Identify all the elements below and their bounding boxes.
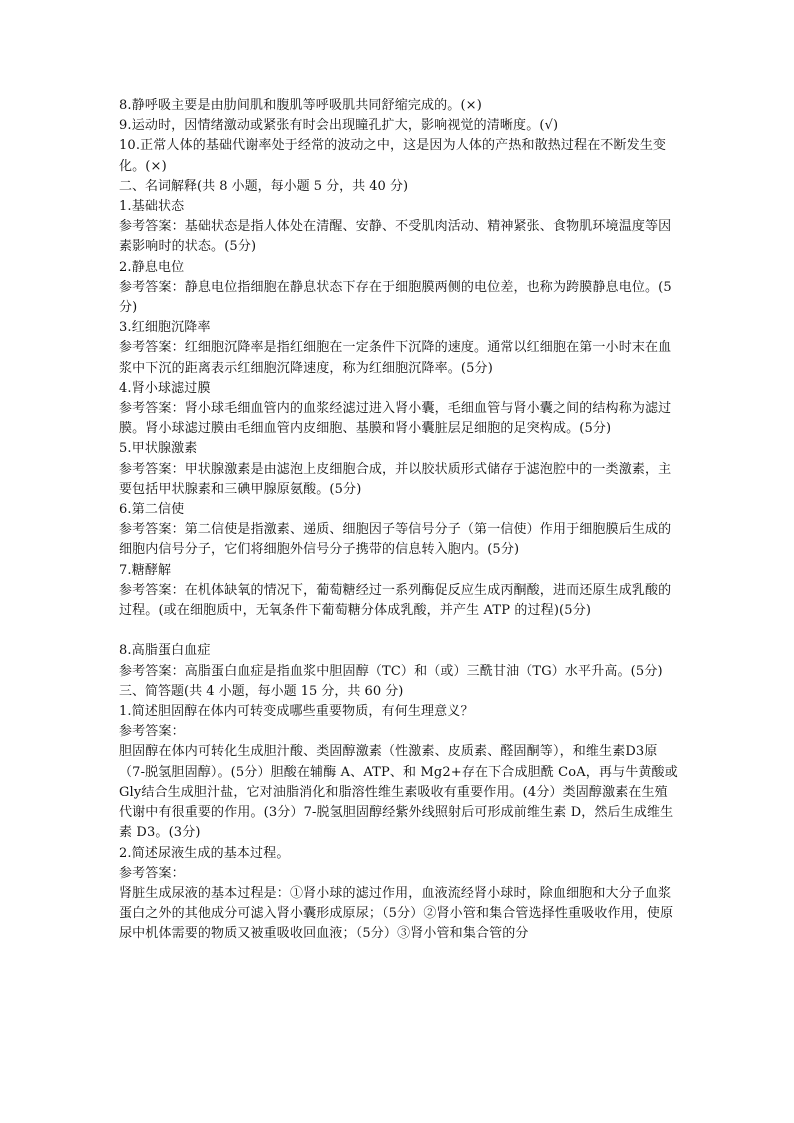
answer-body-1: 胆固醇在体内可转化生成胆汁酸、类固醇激素（性激素、皮质素、醛固酮等），和维生素D3原（7-脱氢胆固醇）。(5分）胆酸在辅酶 A、ATP、和 Mg2+存在下合成胆酰 CoA，再与牛黄酸或Gly结合生成胆汁盐，它对油脂消化和脂溶性维生素吸收有重要作用。(4分）类固醇激素在生殖代谢中有很重要的作用。(3分）7-脱氢胆固醇经紫外线照射后可形成前维生素 D，然后生成维生素 D3。(3分) xyxy=(119,744,678,841)
paragraph-gap xyxy=(119,621,679,641)
term-title: 7.糖酵解 xyxy=(119,562,172,578)
term-answer: 参考答案：红细胞沉降率是指红细胞在一定条件下沉降的速度。通常以红细胞在第一小时末在血浆中下沉的距离表示红细胞沉降速度，称为红细胞沉降率。(5分) xyxy=(119,340,672,376)
section-3-title: 三、简答题(共 4 小题，每小题 15 分，共 60 分) xyxy=(119,683,404,699)
term-answer: 参考答案：第二信使是指激素、递质、细胞因子等信号分子（第一信使）作用于细胞膜后生成的细胞内信号分子，它们将细胞外信号分子携带的信息转入胞内。(5分) xyxy=(119,522,672,558)
term-answer: 参考答案：静息电位指细胞在静息状态下存在于细胞膜两侧的电位差，也称为跨膜静息电位。(5分) xyxy=(119,279,672,316)
question-1: 1.简述胆固醇在体内可转变成哪些重要物质，有何生理意义？ xyxy=(119,704,474,720)
judgment-item-8: 8.静呼吸主要是由肋间肌和腹肌等呼吸肌共同舒缩完成的。(×) xyxy=(119,98,482,113)
answer-body-2: 肾脏生成尿液的基本过程是：①肾小球的滤过作用，血液流经肾小球时，除血细胞和大分子血浆蛋白之外的其他成分可滤入肾小囊形成原尿；（5分）②肾小管和集合管选择性重吸收作用，使原尿中机体需要的物质又被重吸收回血液；（5分）③肾小管和集合管的分 xyxy=(119,885,674,942)
term-answer: 参考答案：高脂蛋白血症是指血浆中胆固醇（TC）和（或）三酰甘油（TG）水平升高。(5分) xyxy=(119,663,663,679)
term-title: 3.红细胞沉降率 xyxy=(119,320,211,336)
question-2: 2.简述尿液生成的基本过程。 xyxy=(119,845,290,861)
term-answer: 参考答案：肾小球毛细血管内的血浆经滤过进入肾小囊，毛细血管与肾小囊之间的结构称为滤过膜。肾小球滤过膜由毛细血管内皮细胞、基膜和肾小囊脏层足细胞的足突构成。(5分) xyxy=(119,401,672,437)
term-title: 1.基础状态 xyxy=(119,199,185,215)
judgment-item-9: 9.运动时，因情绪激动或紧张有时会出现瞳孔扩大，影响视觉的清晰度。(√) xyxy=(119,118,559,134)
document-page xyxy=(119,96,679,945)
section-2-title: 二、名词解释(共 8 小题，每小题 5 分，共 40 分) xyxy=(119,178,409,194)
term-title: 8.高脂蛋白血症 xyxy=(119,643,211,659)
term-answer: 参考答案：甲状腺激素是由滤泡上皮细胞合成，并以胶状质形式储存于滤泡腔中的一类激素，主要包括甲状腺素和三碘甲腺原氨酸。(5分) xyxy=(119,461,672,497)
term-answer: 参考答案：基础状态是指人体处在清醒、安静、不受肌肉活动、精神紧张、食物肌环境温度等因素影响时的状态。(5分) xyxy=(119,219,672,255)
term-title: 6.第二信使 xyxy=(119,502,185,518)
term-title: 5.甲状腺激素 xyxy=(119,441,198,457)
judgment-item-10: 10.正常人体的基础代谢率处于经常的波动之中，这是因为人体的产热和散热过程在不断发生变化。(×) xyxy=(119,138,667,174)
answer-label-1: 参考答案： xyxy=(119,724,185,740)
term-title: 4.肾小球滤过膜 xyxy=(119,380,211,396)
answer-label-2: 参考答案： xyxy=(119,865,185,881)
term-title: 2.静息电位 xyxy=(119,259,185,275)
term-answer: 参考答案：在机体缺氧的情况下，葡萄糖经过一系列酶促反应生成丙酮酸，进而还原生成乳酸的过程。(或在细胞质中，无氧条件下葡萄糖分体成乳酸，并产生 ATP 的过程)(5分) xyxy=(119,582,672,619)
